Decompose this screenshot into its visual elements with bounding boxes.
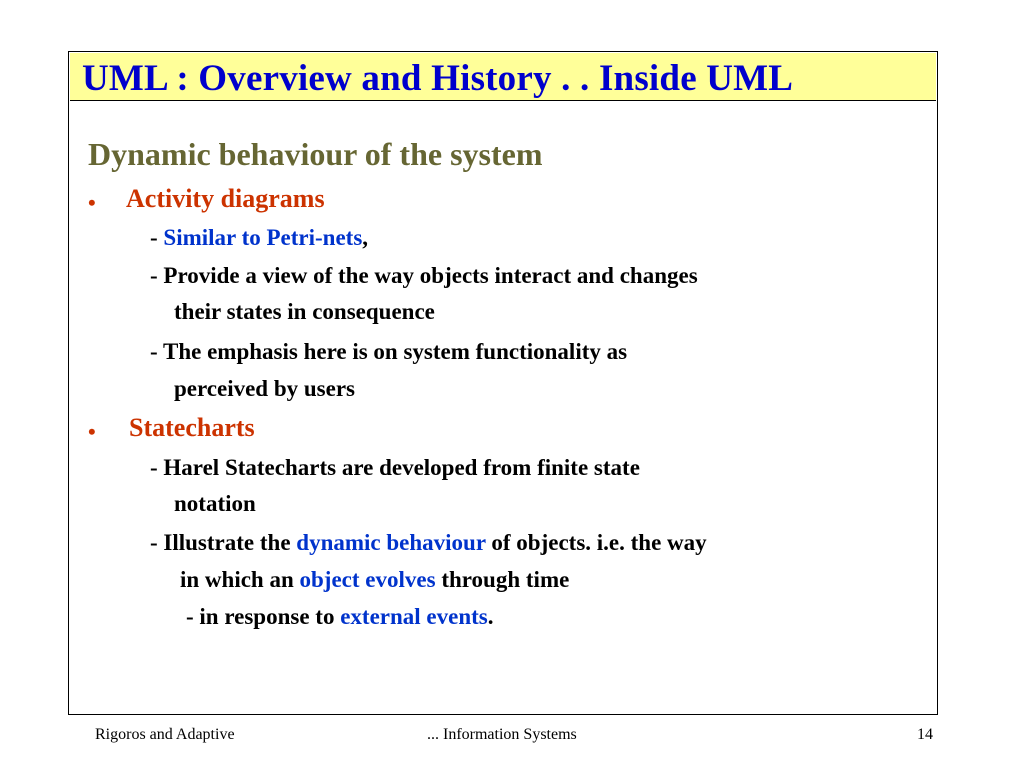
response-pre: - in response to — [186, 604, 341, 629]
emphasis-line-1: - The emphasis here is on system functionality as — [150, 339, 628, 364]
provide-line-2: their states in consequence — [174, 299, 435, 324]
statecharts-label: Statecharts — [129, 413, 255, 442]
evolve-post: through time — [435, 567, 570, 592]
object-evolves-link: object evolves — [299, 567, 436, 592]
provide-line-1: - Provide a view of the way objects interact and changes — [150, 263, 698, 288]
petri-line — [150, 225, 368, 251]
harel-line-1: - Harel Statecharts are developed from finite state — [150, 455, 640, 480]
illustrate-pre: - Illustrate the — [150, 530, 297, 555]
title-bar — [70, 53, 936, 101]
petri-comma: , — [362, 225, 369, 250]
section-heading: Dynamic behaviour of the system — [88, 136, 543, 172]
petri-dash: - — [150, 225, 164, 250]
evolve-line — [180, 567, 569, 593]
response-post: . — [487, 604, 494, 629]
bullet-activity: • — [88, 190, 96, 215]
slide-title: UML : Overview and History . . Inside UML — [82, 58, 794, 99]
illustrate-post: of objects. i.e. the way — [485, 530, 707, 555]
footer-center: ... Information Systems — [427, 726, 577, 743]
bullet-statecharts: • — [88, 419, 96, 444]
footer-left: Rigoros and Adaptive — [95, 726, 235, 743]
petri-nets-link: Similar to Petri-nets — [163, 225, 363, 250]
page-number: 14 — [917, 726, 933, 743]
evolve-pre: in which an — [180, 567, 300, 592]
external-events-link: external events — [340, 604, 488, 629]
harel-line-2: notation — [174, 491, 256, 516]
emphasis-line-2: perceived by users — [174, 376, 356, 401]
activity-diagrams-label: Activity diagrams — [126, 184, 325, 213]
dynamic-behaviour-link: dynamic behaviour — [296, 530, 486, 555]
response-line — [186, 604, 494, 630]
illustrate-line — [150, 530, 707, 556]
